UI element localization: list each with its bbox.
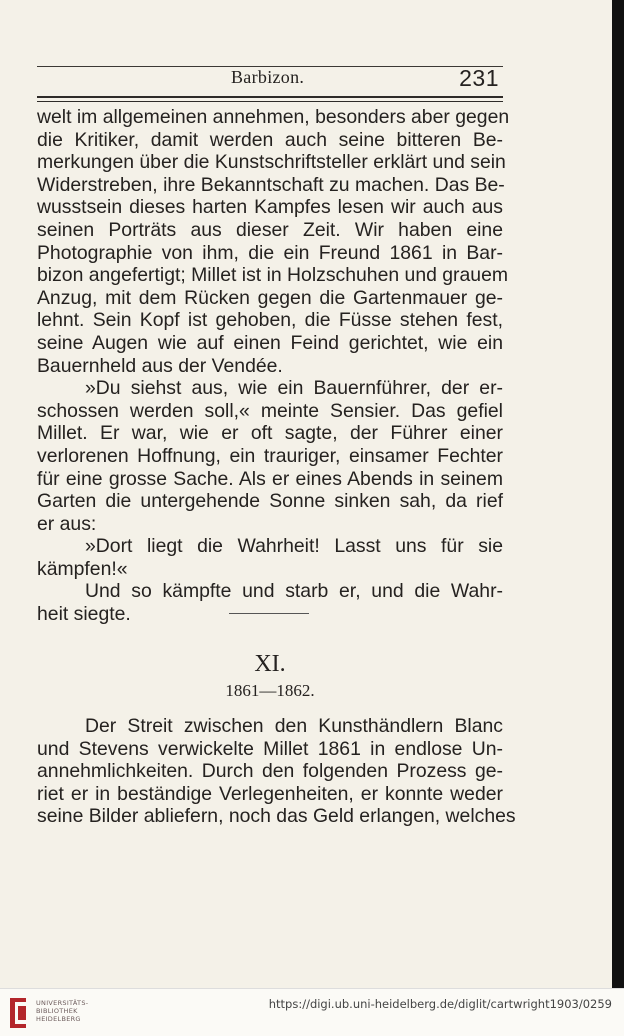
text-line: die Kritiker, damit werden auch seine bitteren Be- (37, 128, 503, 151)
text-line: seine Augen wie auf einen Feind gerichtet, wie ein (37, 331, 503, 354)
text-line: wusstsein dieses harten Kampfes lesen wir auch aus (37, 196, 503, 219)
text-line: bizon angefertigt; Millet ist in Holzschuhen und grauem (37, 264, 509, 287)
text-line: welt im allgemeinen annehmen, besonders aber gegen (37, 106, 510, 128)
text-line: Anzug, mit dem Rücken gegen die Gartenmauer ge- (37, 286, 503, 309)
text-line: für eine grosse Sache. Als er eines Abends in seinem (37, 467, 503, 490)
text-line: riet er in beständige Verlegenheiten, er konnte weder (37, 782, 503, 805)
text-line: annehmlichkeiten. Durch den folgenden Prozess ge- (37, 760, 503, 783)
running-head-title: Barbizon. (231, 67, 305, 87)
text-line: Und so kämpfte und starb er, und die Wahr- (85, 580, 503, 603)
text-line: lehnt. Sein Kopf ist gehoben, die Füsse stehen fest, (37, 309, 503, 332)
chapter-years: 1861—1862. (225, 681, 315, 700)
running-head (37, 66, 503, 96)
permalink-url[interactable]: https://digi.ub.uni-heidelberg.de/diglit/cartwright1903/0259 (268, 997, 612, 1011)
body-text-block-2 (37, 715, 516, 828)
text-line: Bauernheld aus der Vendée. (37, 354, 283, 377)
library-name (36, 999, 88, 1023)
library-name-line: UNIVERSITÄTS- (36, 999, 89, 1007)
text-line: verlorenen Hoffnung, ein trauriger, einsamer Fechter (37, 444, 503, 467)
page-number: 231 (459, 65, 499, 91)
heidelberg-library-logo-icon (6, 996, 30, 1030)
text-line: Garten die untergehende Sonne sinken sah, da rief (37, 490, 503, 513)
logo-mark (10, 998, 26, 1028)
text-line: »Dort liegt die Wahrheit! Lasst uns für sie (85, 535, 503, 558)
text-line: Widerstreben, ihre Bekanntschaft zu machen. Das Be- (37, 173, 505, 196)
text-line: heit siegte. (37, 603, 131, 626)
text-line: Der Streit zwischen den Kunsthändlern Blanc (85, 715, 503, 737)
viewer-footer (0, 988, 624, 1036)
header-double-rule (37, 96, 503, 102)
text-line: »Du siehst aus, wie ein Bauernführer, der er- (85, 377, 503, 400)
text-line: Photographie von ihm, die ein Freund 1861 in Bar- (37, 241, 503, 264)
chapter-number: XI. (254, 651, 286, 677)
text-line: und Stevens verwickelte Millet 1861 in endlose Un- (37, 737, 503, 760)
text-line: Millet. Er war, wie er oft sagte, der Führer einer (37, 422, 503, 445)
section-divider (229, 613, 309, 614)
library-name-line: BIBLIOTHEK (36, 1007, 78, 1015)
library-name-line: HEIDELBERG (36, 1015, 81, 1023)
body-text-block-1 (37, 106, 510, 626)
text-line: schossen werden soll,« meinte Sensier. Das gefiel (37, 399, 503, 422)
text-line: er aus: (37, 512, 97, 535)
scan-edge (612, 0, 624, 988)
text-line: kämpfen!« (37, 557, 128, 580)
text-line: seine Bilder abliefern, noch das Geld erlangen, welches (37, 805, 516, 828)
text-line: merkungen über die Kunstschriftsteller erklärt und sein (37, 151, 506, 174)
text-line: seinen Porträts aus dieser Zeit. Wir haben eine (37, 218, 503, 241)
